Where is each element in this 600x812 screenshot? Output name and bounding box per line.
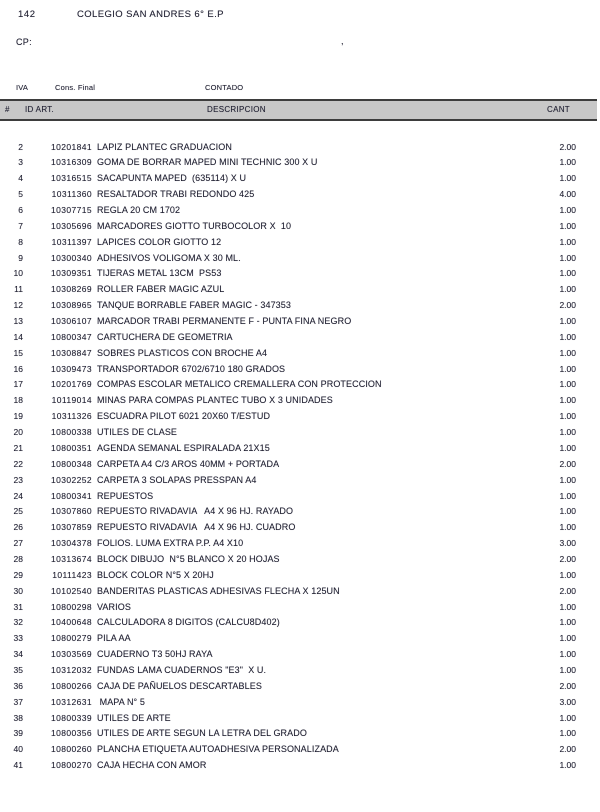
row-article-id: 10311360 bbox=[51, 189, 92, 200]
row-description: REPUESTO RIVADAVIA A4 X 96 HJ. CUADRO bbox=[97, 522, 296, 533]
table-row bbox=[0, 504, 600, 520]
row-description: ADHESIVOS VOLIGOMA X 30 ML. bbox=[97, 252, 241, 263]
row-quantity: 1.00 bbox=[559, 220, 576, 231]
row-number: 27 bbox=[13, 538, 23, 549]
row-description: GOMA DE BORRAR MAPED MINI TECHNIC 300 X U bbox=[97, 157, 318, 168]
table-row bbox=[0, 219, 600, 235]
row-article-id: 10800270 bbox=[50, 760, 92, 771]
row-article-id: 10800351 bbox=[50, 442, 92, 453]
row-description: COMPAS ESCOLAR METALICO CREMALLERA CON PROTECCION bbox=[97, 379, 382, 390]
row-number: 20 bbox=[13, 427, 23, 438]
row-number: 24 bbox=[13, 490, 23, 501]
row-description: UTILES DE ARTE bbox=[97, 712, 171, 723]
table-row bbox=[0, 298, 600, 314]
row-article-id: 10307859 bbox=[50, 522, 92, 533]
row-description: REGLA 20 CM 1702 bbox=[97, 205, 181, 216]
row-description: CAJA DE PAÑUELOS DESCARTABLES bbox=[97, 680, 262, 691]
row-quantity: 1.00 bbox=[559, 617, 576, 628]
table-row bbox=[0, 695, 600, 711]
row-article-id: 10800279 bbox=[50, 633, 92, 644]
row-description: MINAS PARA COMPAS PLANTEC TUBO X 3 UNIDADES bbox=[97, 395, 333, 406]
row-article-id: 10201841 bbox=[50, 141, 92, 152]
table-row bbox=[0, 330, 600, 346]
row-number: 19 bbox=[13, 411, 23, 422]
row-article-id: 10800348 bbox=[50, 458, 92, 469]
table-row bbox=[0, 600, 600, 616]
school-title: COLEGIO SAN ANDRES 6° E.P bbox=[77, 9, 224, 20]
row-description: FOLIOS. LUMA EXTRA P.P. A4 X10 bbox=[97, 538, 244, 549]
row-number: 31 bbox=[13, 601, 23, 612]
payment-terms: CONTADO bbox=[205, 83, 244, 92]
row-number: 4 bbox=[18, 173, 23, 184]
row-description: MARCADOR TRABI PERMANENTE F - PUNTA FINA NEGRO bbox=[97, 316, 352, 327]
table-row bbox=[0, 711, 600, 727]
row-description: TIJERAS METAL 13CM PS53 bbox=[97, 268, 222, 279]
row-description: CUADERNO T3 50HJ RAYA bbox=[97, 649, 213, 660]
table-row bbox=[0, 377, 600, 393]
row-description: UTILES DE CLASE bbox=[97, 427, 178, 438]
table-row bbox=[0, 314, 600, 330]
table-body bbox=[0, 140, 600, 774]
row-article-id: 10800260 bbox=[50, 744, 92, 755]
table-row bbox=[0, 742, 600, 758]
row-description: REPUESTOS bbox=[97, 490, 154, 501]
row-quantity: 2.00 bbox=[559, 458, 576, 469]
row-article-id: 10102540 bbox=[50, 585, 92, 596]
row-article-id: 10316515 bbox=[50, 173, 92, 184]
row-quantity: 2.00 bbox=[559, 744, 576, 755]
row-quantity: 1.00 bbox=[559, 284, 576, 295]
row-article-id: 10308847 bbox=[50, 347, 92, 358]
row-description: CARPETA 3 SOLAPAS PRESSPAN A4 bbox=[97, 474, 257, 485]
row-article-id: 10308965 bbox=[50, 300, 92, 311]
row-quantity: 1.00 bbox=[559, 490, 576, 501]
row-description: CALCULADORA 8 DIGITOS (CALCU8D402) bbox=[97, 617, 280, 628]
table-row bbox=[0, 473, 600, 489]
row-description: CARPETA A4 C/3 AROS 40MM + PORTADA bbox=[97, 458, 280, 469]
row-article-id: 10800356 bbox=[50, 728, 92, 739]
row-article-id: 10303569 bbox=[50, 649, 92, 660]
table-row bbox=[0, 631, 600, 647]
row-number: 33 bbox=[13, 633, 23, 644]
row-description: BLOCK DIBUJO N°5 BLANCO X 20 HOJAS bbox=[97, 553, 280, 564]
row-number: 18 bbox=[13, 395, 23, 406]
row-description: RESALTADOR TRABI REDONDO 425 bbox=[97, 189, 255, 200]
row-description: CAJA HECHA CON AMOR bbox=[97, 760, 207, 771]
row-article-id: 10306107 bbox=[50, 316, 92, 327]
table-row bbox=[0, 266, 600, 282]
doc-number: 142 bbox=[18, 9, 36, 20]
row-number: 40 bbox=[13, 744, 23, 755]
row-quantity: 1.00 bbox=[559, 347, 576, 358]
meta-row bbox=[0, 83, 600, 95]
row-number: 34 bbox=[13, 649, 23, 660]
table-row bbox=[0, 140, 600, 156]
row-article-id: 10312631 bbox=[50, 696, 92, 707]
table-row bbox=[0, 520, 600, 536]
row-article-id: 10800338 bbox=[50, 427, 92, 438]
row-quantity: 3.00 bbox=[559, 538, 576, 549]
row-number: 17 bbox=[13, 379, 23, 390]
row-quantity: 1.00 bbox=[559, 205, 576, 216]
row-number: 13 bbox=[13, 316, 23, 327]
row-article-id: 10800266 bbox=[50, 680, 92, 691]
row-quantity: 1.00 bbox=[559, 569, 576, 580]
row-description: BLOCK COLOR N°5 X 20HJ bbox=[97, 569, 214, 580]
row-number: 22 bbox=[13, 458, 23, 469]
row-quantity: 1.00 bbox=[559, 633, 576, 644]
row-number: 36 bbox=[13, 680, 23, 691]
row-article-id: 10201769 bbox=[50, 379, 92, 390]
row-description: ROLLER FABER MAGIC AZUL bbox=[97, 284, 225, 295]
row-number: 29 bbox=[13, 569, 23, 580]
row-number: 3 bbox=[18, 157, 23, 168]
row-description: BANDERITAS PLASTICAS ADHESIVAS FLECHA X 125UN bbox=[97, 585, 340, 596]
row-description: PILA AA bbox=[97, 633, 131, 644]
row-quantity: 2.00 bbox=[559, 300, 576, 311]
row-description: LAPIZ PLANTEC GRADUACION bbox=[97, 141, 232, 152]
table-row bbox=[0, 251, 600, 267]
table-row bbox=[0, 425, 600, 441]
row-description: FUNDAS LAMA CUADERNOS "E3" X U. bbox=[97, 664, 267, 675]
table-row bbox=[0, 726, 600, 742]
table-row bbox=[0, 536, 600, 552]
row-description: SACAPUNTA MAPED (635114) X U bbox=[97, 173, 247, 184]
table-row bbox=[0, 187, 600, 203]
row-quantity: 1.00 bbox=[559, 157, 576, 168]
row-quantity: 1.00 bbox=[559, 728, 576, 739]
table-row bbox=[0, 584, 600, 600]
row-article-id: 10316309 bbox=[50, 157, 92, 168]
cp-label: CP: bbox=[16, 37, 32, 47]
row-quantity: 2.00 bbox=[559, 585, 576, 596]
row-article-id: 10313674 bbox=[50, 553, 92, 564]
row-article-id: 10309351 bbox=[50, 268, 92, 279]
row-description: REPUESTO RIVADAVIA A4 X 96 HJ. RAYADO bbox=[97, 506, 294, 517]
row-quantity: 2.00 bbox=[559, 141, 576, 152]
row-article-id: 10311326 bbox=[51, 411, 92, 422]
row-quantity: 1.00 bbox=[559, 427, 576, 438]
row-article-id: 10800341 bbox=[50, 490, 92, 501]
row-quantity: 4.00 bbox=[559, 189, 576, 200]
row-number: 16 bbox=[13, 363, 23, 374]
col-header-article-id: ID ART. bbox=[25, 105, 55, 114]
row-description: TRANSPORTADOR 6702/6710 180 GRADOS bbox=[97, 363, 286, 374]
row-number: 9 bbox=[18, 252, 23, 263]
row-quantity: 1.00 bbox=[559, 649, 576, 660]
table-row bbox=[0, 346, 600, 362]
table-row bbox=[0, 663, 600, 679]
row-number: 14 bbox=[13, 331, 23, 342]
row-quantity: 1.00 bbox=[559, 395, 576, 406]
row-description: LAPICES COLOR GIOTTO 12 bbox=[97, 236, 222, 247]
row-article-id: 10302252 bbox=[50, 474, 92, 485]
row-quantity: 1.00 bbox=[559, 268, 576, 279]
row-number: 35 bbox=[13, 664, 23, 675]
row-description: PLANCHA ETIQUETA AUTOADHESIVA PERSONALIZADA bbox=[97, 744, 339, 755]
row-number: 7 bbox=[18, 220, 23, 231]
row-quantity: 1.00 bbox=[559, 379, 576, 390]
row-quantity: 1.00 bbox=[559, 316, 576, 327]
row-quantity: 1.00 bbox=[559, 173, 576, 184]
table-row bbox=[0, 489, 600, 505]
row-number: 6 bbox=[18, 205, 23, 216]
row-number: 2 bbox=[18, 141, 23, 152]
table-row bbox=[0, 409, 600, 425]
row-number: 11 bbox=[14, 284, 23, 295]
row-quantity: 2.00 bbox=[559, 553, 576, 564]
row-article-id: 10111423 bbox=[52, 569, 92, 580]
row-quantity: 1.00 bbox=[559, 712, 576, 723]
row-description: AGENDA SEMANAL ESPIRALADA 21X15 bbox=[97, 442, 270, 453]
table-row bbox=[0, 235, 600, 251]
col-header-description: DESCRIPCION bbox=[207, 105, 266, 114]
iva-label: IVA bbox=[16, 83, 29, 92]
address-comma: , bbox=[341, 36, 344, 46]
table-row bbox=[0, 362, 600, 378]
row-description: CARTUCHERA DE GEOMETRIA bbox=[97, 331, 233, 342]
row-number: 21 bbox=[13, 442, 23, 453]
row-article-id: 10800347 bbox=[50, 331, 92, 342]
table-row bbox=[0, 457, 600, 473]
table-row bbox=[0, 282, 600, 298]
row-article-id: 10800298 bbox=[50, 601, 92, 612]
row-number: 25 bbox=[13, 506, 23, 517]
table-row bbox=[0, 203, 600, 219]
table-row bbox=[0, 155, 600, 171]
row-number: 15 bbox=[13, 347, 23, 358]
row-quantity: 1.00 bbox=[559, 664, 576, 675]
row-article-id: 10307860 bbox=[50, 506, 92, 517]
row-quantity: 2.00 bbox=[559, 680, 576, 691]
row-article-id: 10312032 bbox=[50, 664, 92, 675]
row-number: 8 bbox=[18, 236, 23, 247]
row-number: 23 bbox=[13, 474, 23, 485]
row-article-id: 10311397 bbox=[51, 236, 92, 247]
table-row bbox=[0, 647, 600, 663]
row-quantity: 1.00 bbox=[559, 601, 576, 612]
row-article-id: 10308269 bbox=[50, 284, 92, 295]
row-quantity: 1.00 bbox=[559, 506, 576, 517]
table-row bbox=[0, 171, 600, 187]
tax-condition-value: Cons. Final bbox=[55, 83, 96, 92]
row-description: MAPA N° 5 bbox=[97, 696, 145, 707]
row-description: ESCUADRA PILOT 6021 20X60 T/ESTUD bbox=[97, 411, 271, 422]
row-article-id: 10300340 bbox=[50, 252, 92, 263]
row-article-id: 10119014 bbox=[51, 395, 92, 406]
row-description: MARCADORES GIOTTO TURBOCOLOR X 10 bbox=[97, 220, 292, 231]
row-description: TANQUE BORRABLE FABER MAGIC - 347353 bbox=[97, 300, 291, 311]
row-number: 28 bbox=[13, 553, 23, 564]
row-quantity: 1.00 bbox=[559, 474, 576, 485]
row-number: 30 bbox=[13, 585, 23, 596]
row-quantity: 1.00 bbox=[559, 411, 576, 422]
table-row bbox=[0, 615, 600, 631]
row-quantity: 1.00 bbox=[559, 363, 576, 374]
row-number: 26 bbox=[13, 522, 23, 533]
row-article-id: 10309473 bbox=[50, 363, 92, 374]
row-quantity: 3.00 bbox=[559, 696, 576, 707]
table-row bbox=[0, 568, 600, 584]
table-row bbox=[0, 393, 600, 409]
row-quantity: 1.00 bbox=[559, 760, 576, 771]
row-description: UTILES DE ARTE SEGUN LA LETRA DEL GRADO bbox=[97, 728, 307, 739]
table-row bbox=[0, 758, 600, 774]
row-number: 12 bbox=[13, 300, 23, 311]
row-article-id: 10304378 bbox=[50, 538, 92, 549]
col-header-num: # bbox=[5, 105, 10, 114]
row-number: 32 bbox=[13, 617, 23, 628]
table-row bbox=[0, 552, 600, 568]
row-number: 39 bbox=[13, 728, 23, 739]
row-article-id: 10400648 bbox=[50, 617, 92, 628]
row-article-id: 10800339 bbox=[50, 712, 92, 723]
table-row bbox=[0, 441, 600, 457]
table-row bbox=[0, 679, 600, 695]
row-article-id: 10307715 bbox=[50, 205, 92, 216]
table-header-bar bbox=[0, 99, 597, 121]
row-quantity: 1.00 bbox=[559, 331, 576, 342]
row-quantity: 1.00 bbox=[559, 236, 576, 247]
row-number: 10 bbox=[13, 268, 23, 279]
row-number: 5 bbox=[18, 189, 23, 200]
row-quantity: 1.00 bbox=[559, 442, 576, 453]
row-quantity: 1.00 bbox=[559, 522, 576, 533]
row-number: 38 bbox=[13, 712, 23, 723]
row-number: 41 bbox=[13, 760, 23, 771]
row-quantity: 1.00 bbox=[559, 252, 576, 263]
row-number: 37 bbox=[13, 696, 23, 707]
row-article-id: 10305696 bbox=[50, 220, 92, 231]
row-description: VARIOS bbox=[97, 601, 131, 612]
row-description: SOBRES PLASTICOS CON BROCHE A4 bbox=[97, 347, 268, 358]
col-header-quantity: CANT bbox=[547, 105, 570, 114]
